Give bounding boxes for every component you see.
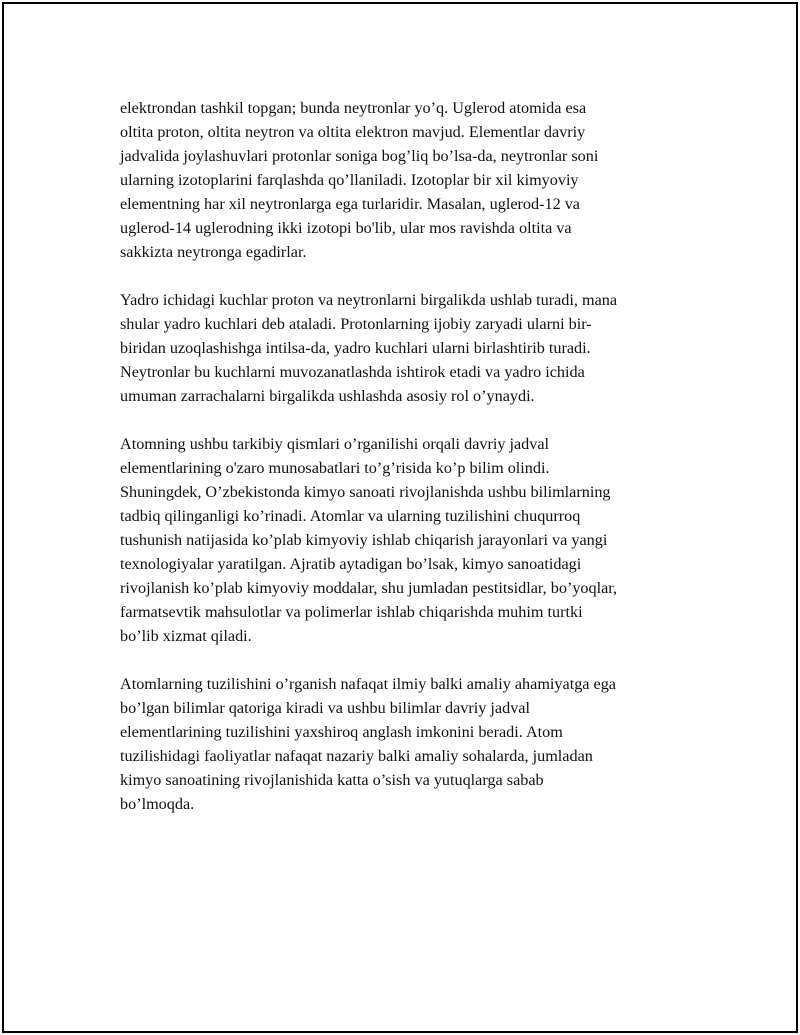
text-line: Atomning ushbu tarkibiy qismlari o’rganilishi orqali davriy jadval — [120, 435, 550, 453]
text-line: Neytronlar bu kuchlarni muvozanatlashda ishtirok etadi va yadro ichida — [120, 363, 585, 381]
text-line: uglerod-14 uglerodning ikki izotopi bo'lib, ular mos ravishda oltita va — [120, 219, 572, 237]
text-line: oltita proton, oltita neytron va oltita elektron mavjud. Elementlar davriy — [120, 123, 586, 141]
text-line: shular yadro kuchlari deb ataladi. Protonlarning ijobiy zaryadi ularni bir- — [120, 315, 592, 333]
text-line: bo’lmoqda. — [120, 795, 195, 813]
text-line: elementlarining o'zaro munosabatlari to’g’risida ko’p bilim olindi. — [120, 459, 550, 477]
text-line: sakkizta neytronga egadirlar. — [120, 243, 307, 261]
text-line: bo’lib xizmat qiladi. — [120, 627, 252, 645]
text-line: texnologiyalar yaratilgan. Ajratib aytadigan bo’lsak, kimyo sanoatidagi — [120, 555, 582, 573]
document-page — [2, 2, 798, 1033]
paragraph-3 — [120, 432, 700, 648]
paragraph-4 — [120, 672, 700, 816]
text-line: Shuningdek, O’zbekistonda kimyo sanoati rivojlanishda ushbu bilimlarning — [120, 483, 611, 501]
text-line: Atomlarning tuzilishini o’rganish nafaqat ilmiy balki amaliy ahamiyatga ega — [120, 675, 616, 693]
text-line: elektrondan tashkil topgan; bunda neytronlar yo’q. Uglerod atomida esa — [120, 99, 587, 117]
text-line: farmatsevtik mahsulotlar va polimerlar ishlab chiqarishda muhim turtki — [120, 603, 583, 621]
text-line: elementlarining tuzilishini yaxshiroq anglash imkonini beradi. Atom — [120, 723, 563, 741]
document-body — [120, 96, 700, 840]
paragraph-1 — [120, 96, 700, 264]
text-line: rivojlanish ko’plab kimyoviy moddalar, shu jumladan pestitsidlar, bo’yoqlar, — [120, 579, 618, 597]
text-line: bo’lgan bilimlar qatoriga kiradi va ushbu bilimlar davriy jadval — [120, 699, 530, 717]
text-line: elementning har xil neytronlarga ega turlaridir. Masalan, uglerod-12 va — [120, 195, 580, 213]
text-line: tuzilishidagi faoliyatlar nafaqat nazariy balki amaliy sohalarda, jumladan — [120, 747, 593, 765]
text-line: tushunish natijasida ko’plab kimyoviy ishlab chiqarish jarayonlari va yangi — [120, 531, 608, 549]
text-line: jadvalida joylashuvlari protonlar soniga bog’liq bo’lsa-da, neytronlar soni — [120, 147, 599, 165]
text-line: umuman zarrachalarni birgalikda ushlashda asosiy rol o’ynaydi. — [120, 387, 535, 405]
text-line: tadbiq qilinganligi ko’rinadi. Atomlar va ularning tuzilishini chuqurroq — [120, 507, 581, 525]
text-line: biridan uzoqlashishga intilsa-da, yadro kuchlari ularni birlashtirib turadi. — [120, 339, 591, 357]
text-line: kimyo sanoatining rivojlanishida katta o’sish va yutuqlarga sabab — [120, 771, 544, 789]
paragraph-2 — [120, 288, 700, 408]
text-line: Yadro ichidagi kuchlar proton va neytronlarni birgalikda ushlab turadi, mana — [120, 291, 618, 309]
text-line: ularning izotoplarini farqlashda qo’llaniladi. Izotoplar bir xil kimyoviy — [120, 171, 579, 189]
